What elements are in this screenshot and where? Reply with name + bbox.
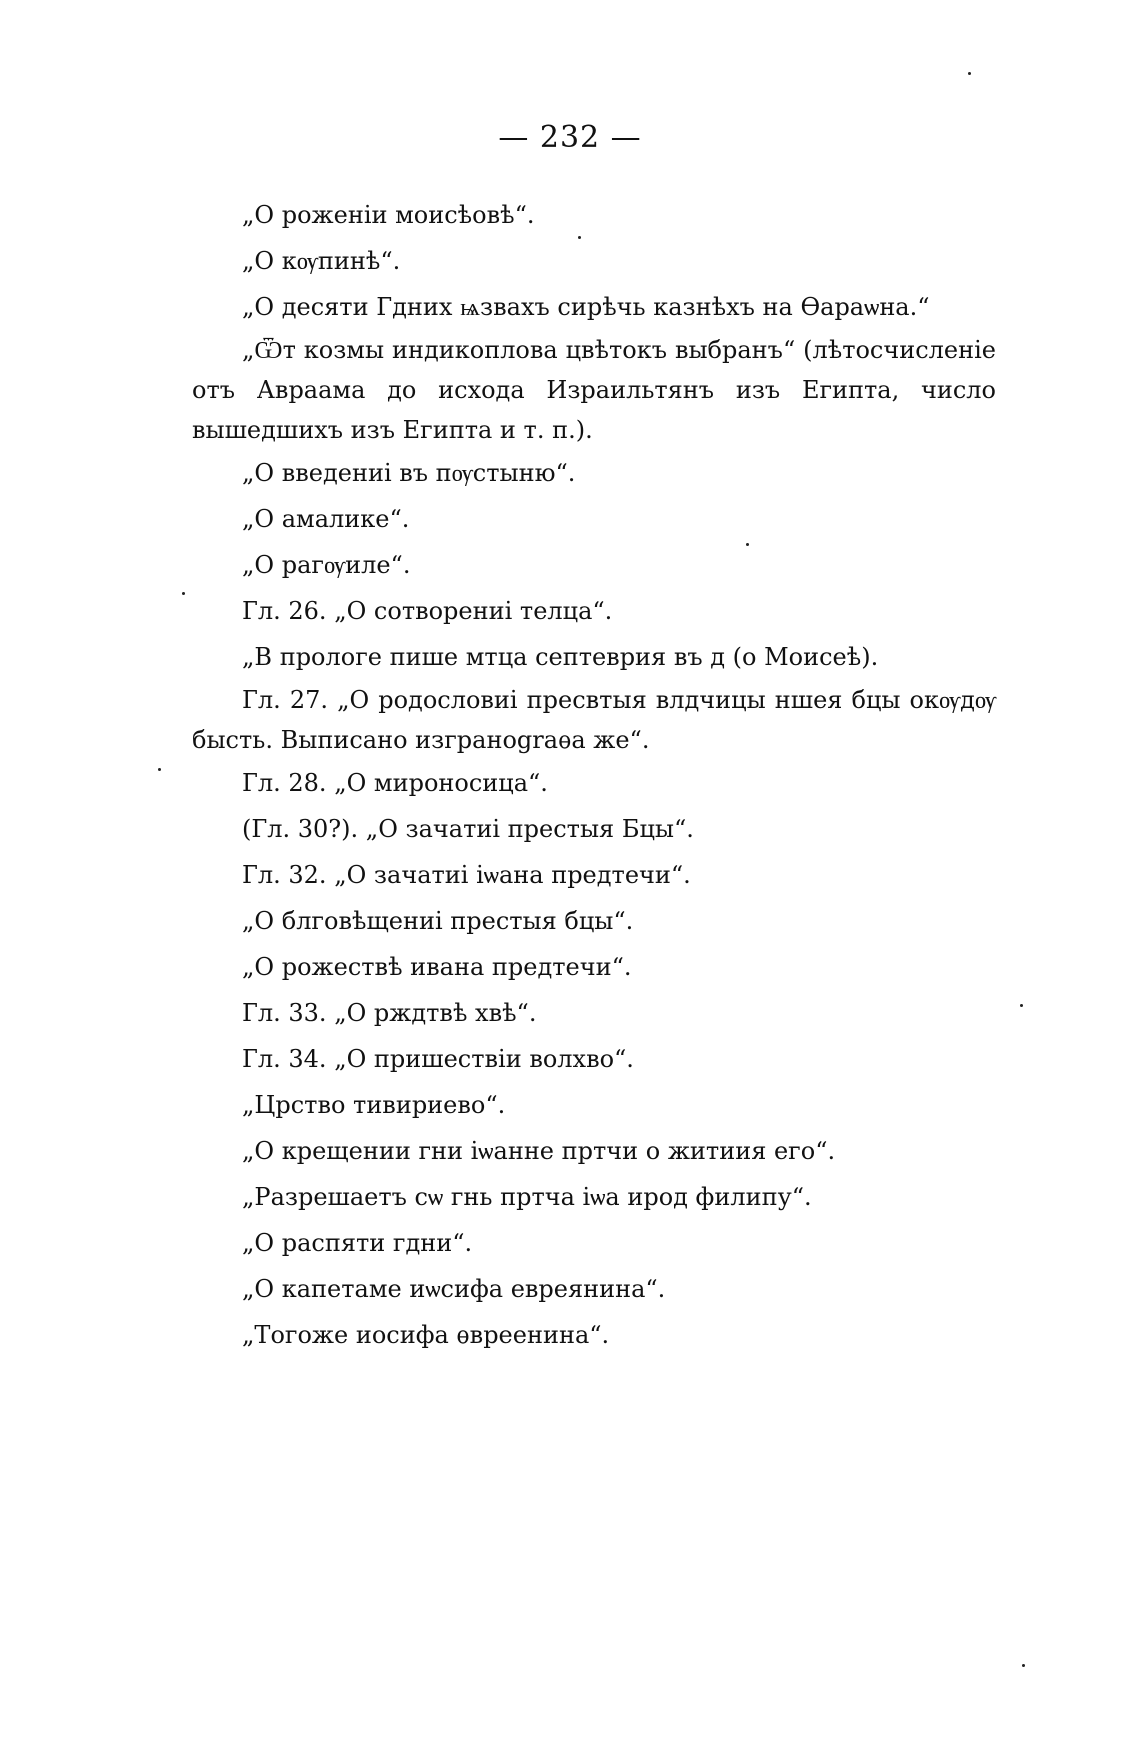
scan-speck	[158, 768, 161, 771]
line-15: „О рожествѣ ивана предтечи“.	[242, 953, 632, 981]
scan-speck	[578, 236, 581, 239]
line-1: „О роженіи моисѣовѣ“.	[242, 201, 535, 229]
scan-speck	[968, 72, 971, 75]
line-22: „О капетаме иѡсифа евреянина“.	[242, 1275, 666, 1303]
line-10: Гл. 27. „О родословиі пресвтыя влдчицы ншея бцы окѹдѹ бысть. Выписано изграноgraѳа же“.	[192, 686, 996, 754]
scan-speck	[182, 592, 185, 595]
line-2: „О кѹпинѣ“.	[242, 247, 401, 275]
line-17: Гл. 34. „О пришествіи волхво“.	[242, 1045, 634, 1073]
line-6: „О амалике“.	[242, 505, 410, 533]
line-5: „О введениі въ пѹстыню“.	[242, 459, 576, 487]
body-text	[192, 192, 996, 1358]
line-20: „Разрешаетъ сѡ гнь пртча іѡа ирод филипу“.	[242, 1183, 812, 1211]
line-13: Гл. 32. „О зачатиі іѡана предтечи“.	[242, 861, 691, 889]
line-21: „О распяти гдни“.	[242, 1229, 473, 1257]
scan-speck	[1022, 1664, 1025, 1667]
line-11: Гл. 28. „О мироносица“.	[242, 769, 548, 797]
line-4: „Ѿт козмы индикоплова цвѣтокъ выбранъ“ (лѣтосчисленіе отъ Авраама до исхода Израильтянъ изъ Египта, число вышедшихъ изъ Египта и т. п.).	[192, 336, 996, 444]
line-12: (Гл. 30?). „О зачатиі престыя Бцы“.	[242, 815, 694, 843]
line-3: „О десяти Гдних ѩзвахъ сирѣчь казнѣхъ на Ѳараѡна.“	[242, 293, 930, 321]
line-16: Гл. 33. „О рждтвѣ хвѣ“.	[242, 999, 537, 1027]
page-number: — 232 —	[498, 120, 642, 155]
line-8: Гл. 26. „О сотворениі телца“.	[242, 597, 613, 625]
line-19: „О крещении гни іѡанне пртчи о житиия его“.	[242, 1137, 836, 1165]
line-14: „О блговѣщениі престыя бцы“.	[242, 907, 634, 935]
scan-speck	[746, 543, 749, 546]
scan-speck	[1020, 1004, 1023, 1007]
line-23: „Тогоже иосифа ѳвреенина“.	[242, 1321, 610, 1349]
line-9: „В прологе пише мтца септеврия въ д (о Моисеѣ).	[242, 643, 879, 671]
line-7: „О рагѹиле“.	[242, 551, 411, 579]
line-18: „Црство тивириево“.	[242, 1091, 506, 1119]
